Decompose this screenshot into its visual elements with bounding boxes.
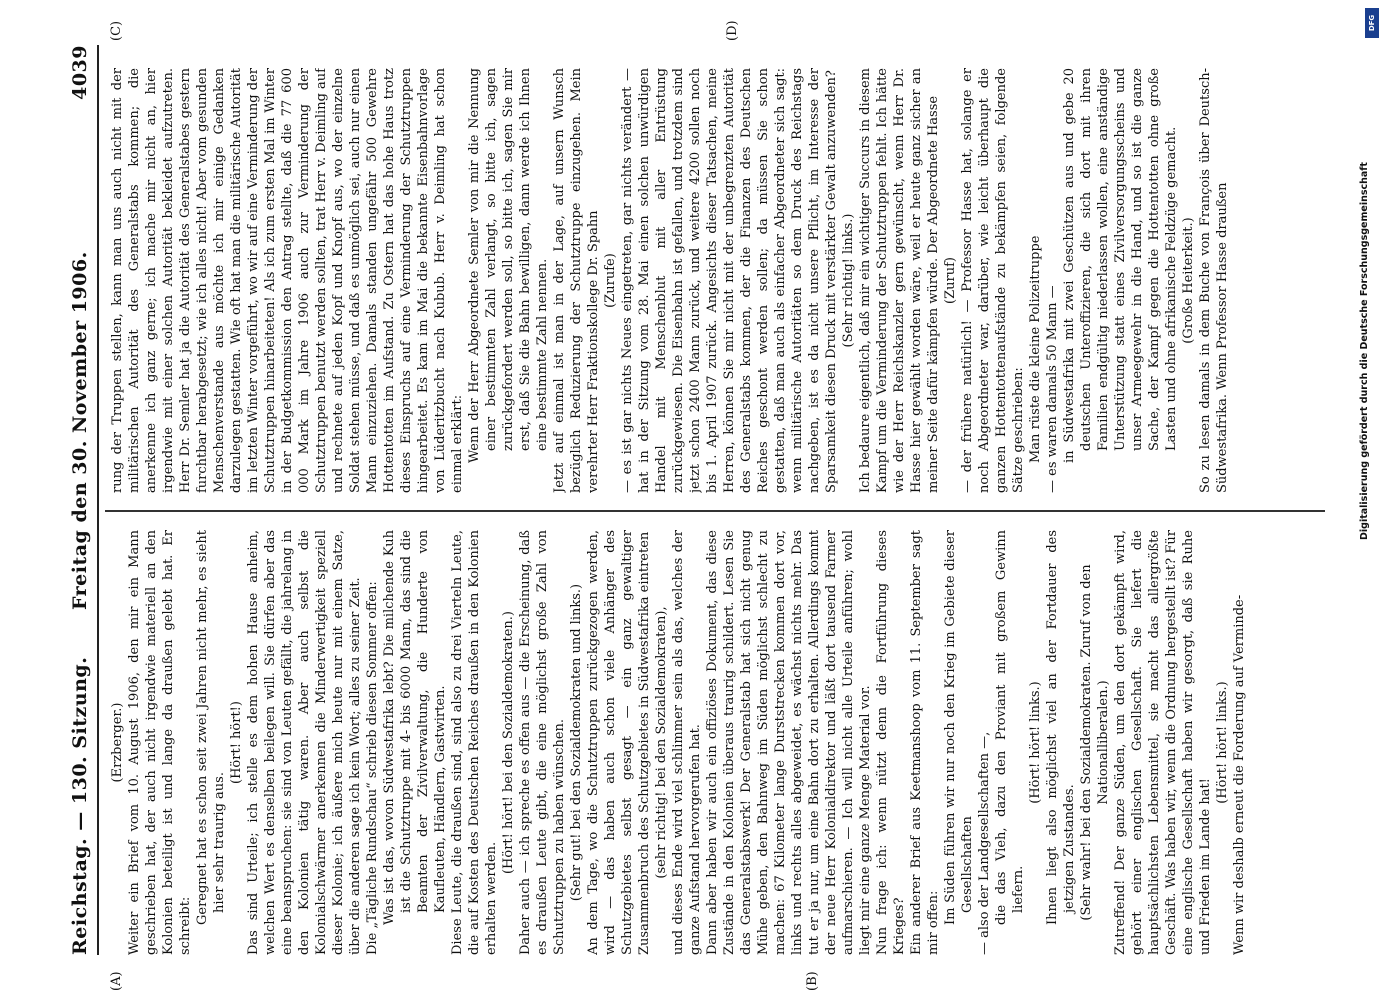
paragraph: (Große Heiterkeit.) bbox=[1181, 217, 1196, 344]
paragraph: An dem Tage, wo die Schutztruppen zurückgezogen werden, wird — das haben auch schon viele Anhänger des Schutzgebietes selbst gesagt — ein ganz gewaltiger Zusammenbruch des Schutzgebietes in Südwestafrika eintreten bbox=[586, 530, 652, 955]
paragraph: (Zurufe) bbox=[603, 253, 618, 308]
paragraph: Ihnen liegt also möglichst viel an der Fortdauer des jetzigen Zustandes. bbox=[1045, 530, 1077, 925]
paragraph: (Hört! hört!) bbox=[229, 701, 244, 784]
paragraph: Wenn wir deshalb erneut die Forderung auf Verminde- bbox=[1232, 594, 1247, 955]
header-date: Freitag den 30. November 1906. bbox=[69, 251, 91, 610]
paragraph: Nun frage ich: wenn nützt denn die Fortführung dieses Krieges? bbox=[875, 530, 907, 955]
paragraph: So zu lesen damals in dem Buche von François über Deutsch-Südwestafrika. Wenn Professor Hasse draußen bbox=[1198, 68, 1230, 493]
paragraph: Ein anderer Brief aus Keetmanshoop vom 11. September sagt mir offen: bbox=[909, 530, 941, 955]
paragraph: die das Vieh, dazu den Proviant mit großem Gewinn liefern. bbox=[994, 530, 1026, 925]
paragraph: rung der Truppen stellen, kann man uns auch nicht mit der militärischen Autorität des Generalstabs kommen; die anerkenne ich ganz gerne; ich mache mir nicht an, hier irgendwie mit einer solchen Autorität bekleidet aufzutreten. Herr Dr. Semler hat ja die Autorität des Generalstabes gestern furchtbar herabgesetzt; wie ich alles nicht! Aber vom gesunden Menschenverstande aus möchte ich mir einige Gedanken darzulegen gestatten. Wie oft hat man die militärische Autorität im letzten Winter vorgeführt, wo wir auf eine Verminderung der Schutztruppen hinarbeiteten! Als ich zum ersten Mal im Winter in der Budgetkommission den Antrag stellte, daß die 77 600 000 Mark im Jahre 1906 auch zur Verminderung der Schutztruppen benutzt werden sollten, trat Herr v. Deimling auf und rechnete auf jeden Kopf und Knopf aus, wo der einzelne Soldat stehen müsse, und daß es unmöglich sei, auch nur einen Mann einzuziehen. Damals standen ungefähr 500 Gewehre Hottentotten im Aufstand. Zu Ostern hat das hohe Haus trotz dieses Einspruchs auf eine Verminderung der Schutztruppen hingearbeitet. Es kam im Mai die bekannte Eisenbahnvorlage von Lüderitzbucht nach Kubub. Herr v. Deimling hat schon einmal erklärt: bbox=[110, 68, 465, 493]
paragraph: (Zuruf) bbox=[943, 257, 958, 304]
paragraph: Zutreffend! Der ganze Süden, um den dort gekämpft wird, gehört einer englischen Gesellschaft. Sie liefert die hauptsächlichsten Lebensmittel, sie macht das allergrößte Geschäft. Was haben wir, wenn die Ordnung hergestellt ist? Für eine englische Gesellschaft haben wir gesorgt, daß sie Ruhe und Frieden im Lande hat! bbox=[1113, 530, 1213, 955]
left-column bbox=[109, 530, 1324, 955]
paragraph: (Hört! hört! links.) bbox=[1028, 681, 1043, 804]
paragraph: Wenn der Herr Abgeordnete Semler von mir die Nennung einer bestimmten Zahl verlangt, so bitte ich, sagen zurückgefordert werden soll, so bitte ich, sagen Sie mir erst, daß Sie die Bahn bewilligen, dann werde ich Ihnen eine bestimmte Zahl nennen. bbox=[467, 68, 550, 463]
paragraph: Geregnet hat es schon seit zwei Jahren nicht mehr, es sieht hier sehr traurig aus. bbox=[195, 530, 227, 925]
paragraph: Was ist das, wovon Südwestafrika lebt? Die milchende Kuh ist die Schutztruppe mit 4- bis 6000 Mann, das sind die Beamten der Zivilverwaltung, die Hunderte von Kaufleuten, Händlern, Gastwirten. bbox=[382, 530, 448, 925]
paragraph: Diese Leute, die draußen sind, sind also zu drei Vierteln Leute, die auf Kosten des Deutschen Reiches draußen in den Kolonien erhalten werden. bbox=[450, 530, 499, 955]
paragraph: — der frühere natürlich! — Professor Hasse hat, solange er noch Abgeordneter war, darüber, wie leicht überhaupt die ganzen Hottentottenaufstände zu bekämpfen seien, folgende Sätze geschrieben: bbox=[960, 68, 1026, 493]
paragraph: (Erzberger.) bbox=[110, 702, 125, 783]
running-header bbox=[65, 45, 95, 955]
header-session: Reichstag. — 130. Sitzung. bbox=[69, 656, 91, 955]
paragraph: (Hört! hört! links.) bbox=[1215, 681, 1230, 804]
paragraph: Ich bedaure eigentlich, daß mir ein wichtiger Succurs in diesem Kampf um die Verminderung der Schutztruppen fehlt. Ich hätte wie der Herr Reichskanzler gern gewünscht, wenn Herr Dr. Hasse hier gewählt worden wäre, weil er heute ganz sicher an meiner Seite dafür kämpfen würde. Der Abgeordnete Hasse bbox=[858, 68, 941, 493]
column-divider bbox=[105, 511, 1325, 513]
paragraph: (Hört! hört! bei den Sozialdemokraten.) bbox=[501, 611, 516, 875]
paragraph: Jetzt auf einmal ist man in der Lage, auf unsern Wunsch bezüglich Reduzierung der Schutztruppe einzugehen. Mein verehrter Herr Fraktionskollege Dr. Spahn bbox=[552, 68, 601, 493]
paragraph: Daher auch — ich spreche es offen aus — die Erscheinung, daß es draußen Leute gibt, die eine möglichst große Zahl von Schutztruppen zu haben wünschen. bbox=[518, 530, 567, 955]
margin-marker-c: (C) bbox=[109, 20, 124, 41]
paragraph: Dann aber haben wir auch ein offiziöses Dokument, das diese Zustände in den Kolonien überaus traurig schildert. Lesen Sie das Generalstabswerk! Der Generalstab hat sich nicht genug Mühe geben, den Bahnweg im Süden möglichst schlecht zu machen: 67 Kilometer lange Durststrecken kommen dort vor, links und rechts alles abgeweidet, es wächst nichts mehr. Das tut er ja nur, um eine Bahn dort zu erhalten. Allerdings kommt der neue Herr Kolonialdirektor und läßt dort tausend Farmer aufmarschieren. — Ich will nicht alle Urteile anführen; wohl liegt mir eine ganze Menge Material vor. bbox=[705, 530, 873, 955]
dfg-logo-text: DFG bbox=[1368, 14, 1376, 32]
paragraph: Das sind Urteile; ich stelle es dem hohen Hause anheim, welchen Wert es denselben beilegen will. Sie dürfen aber das eine beanspruchen: sie sind von Leuten gefällt, die jahrelang in den Kolonien tätig waren. Aber auch selbst die Kolonialschwärmer anerkennen die Minderwertigkeit speziell dieser Kolonie; ich äußere mich heute nur mit einem Satze, über die anderen sage ich kein Wort; alles zu seiner Zeit. bbox=[246, 530, 363, 955]
right-column bbox=[109, 68, 1324, 493]
paragraph: — also der Landgesellschaften —, bbox=[977, 731, 992, 955]
paragraph: (Sehr gut! bei den Sozialdemokraten und links.) bbox=[569, 583, 584, 902]
margin-marker-a: (A) bbox=[109, 971, 124, 991]
page-number: 4039 bbox=[69, 45, 91, 100]
credit-text: Digitalisierung gefördert durch die Deutsche Forschungsgemeinschaft bbox=[1359, 162, 1370, 540]
rotated-document-sheet bbox=[65, 20, 1330, 991]
header-rule bbox=[97, 45, 99, 955]
paragraph: in Südwestafrika mit zwei Geschützen aus und gebe 20 deutschen Unteroffizieren, die sich dort mit ihren Familien endgültig niederlassen wollen, eine anständige Unterstützung statt eines Zivilversorgungsscheins und unser Armeegewehr in die Hand, und so ist die ganze Sache, der Kampf gegen die Hottentotten ohne große Lasten und ohne afrikanische Feldzüge gemacht. bbox=[1062, 68, 1179, 463]
dfg-logo bbox=[1365, 8, 1379, 38]
margin-marker-b: (B) bbox=[805, 971, 820, 991]
paragraph: Man rüste die kleine Polizeitruppe bbox=[1028, 235, 1043, 463]
paragraph: (Sehr richtig! links.) bbox=[841, 213, 856, 348]
paragraph: Die „Tägliche Rundschau“ schrieb diesen Sommer offen: bbox=[365, 581, 380, 955]
paragraph: — es ist gar nichts Neues eingetreten, gar nichts verändert — hat in der Sitzung vom 28. Mai einen solchen unwürdigen Handel mit Menschenblut mit aller Entrüstung zurückgewiesen. Die Eisenbahn ist gefallen, und trotzdem sind jetzt schon 2400 Mann zurück, und weitere 4200 sollen noch bis 1. April 1907 zurück. Angesichts dieser Tatsachen, meine Herren, können Sie mir nicht mit der unbegrenzten Autorität des Generalstabs kommen, der die Finanzen des Deutschen Reiches geschont werden sollen; da müssen Sie schon gestatten, daß man auch als einfacher Abgeordneter sich sagt: wenn militärische Autoritäten so dem Druck des Reichstags nachgeben, ist es da nicht unsere Pflicht, im Interesse der Sparsamkeit diesen Druck mit verstärkter Gewalt anzuwenden? bbox=[620, 68, 839, 493]
paragraph: und dieses Ende wird viel schlimmer sein als das, welches der ganze Aufstand hervorgerufen hat. bbox=[671, 530, 703, 955]
margin-marker-d: (D) bbox=[725, 20, 740, 41]
paragraph: — es waren damals 50 Mann — bbox=[1045, 285, 1060, 493]
paragraph: Weiter ein Brief vom 10. August 1906, den mir ein Mann geschrieben hat, der auch nicht irgendwie materiell an den Kolonien beteiligt ist und lange da draußen gelebt hat. Er schreibt: bbox=[127, 530, 193, 955]
paragraph: (Sehr wahr! bei den Sozialdemokraten. Zuruf von den Nationalliberalen.) bbox=[1079, 564, 1111, 921]
paragraph: (sehr richtig! bei den Sozialdemokraten), bbox=[654, 606, 669, 879]
paragraph: Im Süden führen wir nur noch den Krieg im Gebiete dieser Gesellschaften bbox=[943, 530, 975, 925]
